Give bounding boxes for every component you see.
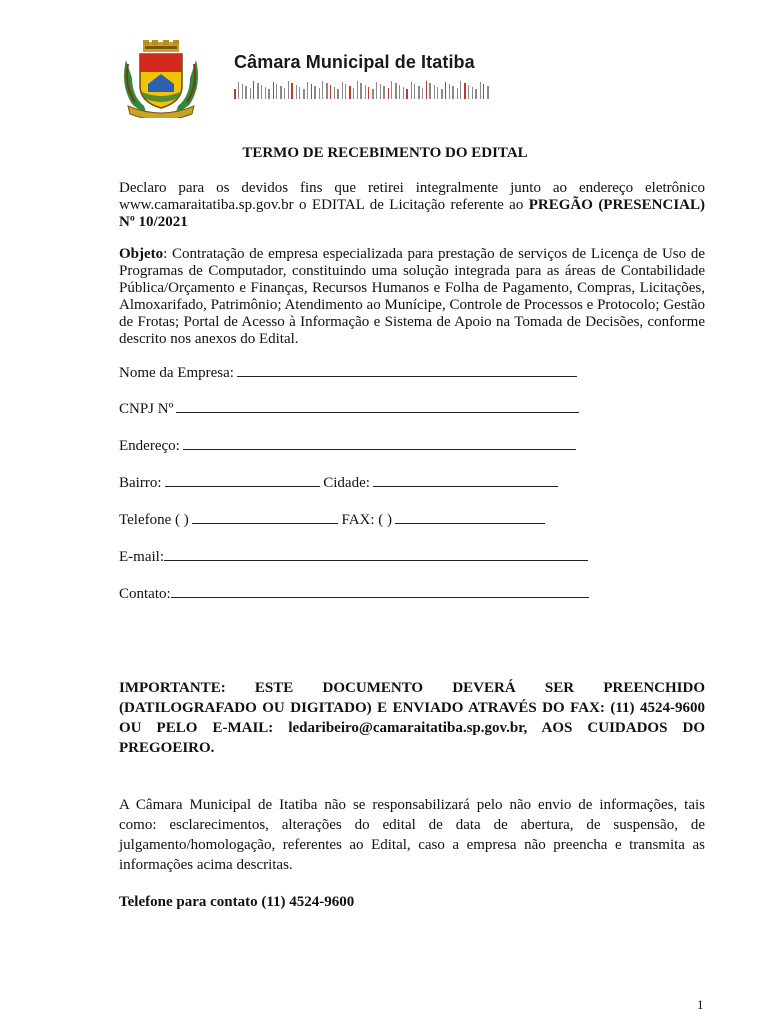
stripe	[353, 88, 354, 99]
contact-field	[119, 585, 589, 603]
address-label: Endereço:	[119, 438, 180, 454]
stripe	[464, 83, 466, 99]
document-title: TERMO DE RECEBIMENTO DO EDITAL	[242, 145, 528, 161]
objeto-label: Objeto	[119, 246, 164, 262]
objeto-paragraph	[119, 246, 705, 348]
stripe	[291, 83, 293, 99]
stripe	[245, 86, 247, 99]
stripe	[468, 85, 469, 99]
stripe	[418, 86, 420, 99]
stripe	[429, 83, 431, 99]
stripe	[383, 86, 385, 99]
neighborhood-label: Bairro:	[119, 475, 162, 491]
stripe	[403, 87, 404, 99]
stripe	[475, 89, 477, 99]
stripe	[250, 88, 251, 99]
stripe	[452, 86, 454, 99]
contact-label: Contato:	[119, 586, 171, 602]
stripe	[437, 87, 438, 99]
stripe	[380, 84, 381, 99]
stripe	[357, 81, 358, 99]
stripe	[422, 88, 423, 99]
stripe	[345, 84, 346, 99]
phone-input[interactable]	[192, 511, 338, 524]
company-name-field	[119, 364, 577, 382]
stripe	[322, 81, 323, 99]
stripe	[280, 86, 282, 99]
stripe	[268, 89, 270, 99]
coat-of-arms-icon	[118, 40, 204, 118]
stripe	[330, 85, 331, 99]
fax-input[interactable]	[395, 511, 545, 524]
stripe	[288, 81, 289, 99]
contact-input[interactable]	[171, 585, 589, 598]
stripe	[395, 83, 397, 99]
stripe	[399, 85, 400, 99]
stripe	[360, 83, 362, 99]
email-field	[119, 548, 588, 566]
stripe	[261, 85, 262, 99]
stripe	[273, 82, 274, 99]
declaration-bid-reference: PREGÃO (PRESENCIAL) Nº 10/2021	[119, 197, 705, 230]
stripe	[326, 83, 328, 99]
email-label: E-mail:	[119, 549, 164, 565]
address-field	[119, 437, 576, 455]
cnpj-field	[119, 400, 579, 418]
email-input[interactable]	[164, 548, 588, 561]
cnpj-input[interactable]	[176, 400, 579, 413]
stripe	[472, 87, 473, 99]
disclaimer-paragraph: A Câmara Municipal de Itatiba não se responsabilizará pelo não envio de informações, tais como: esclarecimentos, alterações do edital de data de abertura, de suspensão, de julgamento/homologação, referentes ao Edital, caso a empresa não preencha e transmita as informações acima descritas.	[119, 797, 705, 873]
declaration-paragraph	[119, 180, 705, 231]
stripe	[334, 87, 335, 99]
stripe	[265, 87, 266, 99]
stripe	[349, 86, 351, 99]
stripe	[303, 89, 305, 99]
stripe	[426, 81, 427, 99]
phone-fax-field	[119, 511, 545, 529]
stripe	[406, 89, 408, 99]
stripe	[238, 82, 239, 99]
stripe	[342, 82, 343, 99]
stripe	[372, 89, 374, 99]
stripe	[234, 89, 236, 99]
stripe	[365, 85, 366, 99]
stripe	[449, 84, 450, 99]
stripe	[376, 82, 377, 99]
declaration-text: Declaro para os devidos fins que retirei integralmente junto ao endereço eletrônico www.camaraitatiba.sp.gov.br o EDITAL de Licitação referente ao	[119, 180, 705, 213]
neighborhood-city-field	[119, 474, 558, 492]
company-name-input[interactable]	[237, 364, 577, 377]
stripe	[487, 86, 489, 99]
stripe	[284, 88, 285, 99]
cnpj-label: CNPJ Nº	[119, 401, 174, 417]
stripe	[391, 81, 392, 99]
stripe	[337, 89, 339, 99]
stripe	[311, 84, 312, 99]
stripe	[253, 81, 254, 99]
stripe	[457, 88, 458, 99]
page-number: 1	[697, 997, 704, 1012]
stripe	[242, 84, 243, 99]
stripe	[414, 84, 415, 99]
stripe	[388, 88, 389, 99]
decorative-stripes	[234, 77, 492, 99]
neighborhood-input[interactable]	[165, 474, 320, 487]
stripe	[368, 87, 369, 99]
fax-label: FAX: ( )	[341, 512, 393, 528]
phone-label: Telefone ( )	[119, 512, 189, 528]
stripe	[307, 82, 308, 99]
stripe	[299, 87, 300, 99]
stripe	[445, 82, 446, 99]
stripe	[411, 82, 412, 99]
stripe	[296, 85, 297, 99]
stripe	[460, 81, 461, 99]
important-notice: IMPORTANTE: ESTE DOCUMENTO DEVERÁ SER PREENCHIDO (DATILOGRAFADO OU DIGITADO) E ENVIADO ATRAVÉS DO FAX: (11) 4524-9600 OU PELO E-MAIL: ledaribeiro@camaraitatiba.sp.gov.br, AOS CUIDADOS DO PREGOEIRO.	[119, 680, 705, 756]
stripe	[314, 86, 316, 99]
address-input[interactable]	[183, 437, 576, 450]
org-name: Câmara Municipal de Itatiba	[234, 52, 475, 72]
city-input[interactable]	[373, 474, 558, 487]
company-name-label: Nome da Empresa:	[119, 365, 234, 381]
stripe	[483, 84, 484, 99]
objeto-text: : Contratação de empresa especializada para prestação de serviços de Licença de Uso de Programas de Computador, constituindo uma solução integrada para as áreas de Contabilidade Pública/Orçamento e Finanças, Recursos Humanos e Folha de Pagamento, Compras, Licitações, Almoxarifado, Patrimônio; Atendimento ao Munícipe, Controle de Processos e Protocolo; Gestão de Frotas; Portal de Acesso à Informação e Sistema de Apoio na Tomada de Decisões, conforme descrito nos anexos do Edital.	[119, 246, 705, 347]
stripe	[319, 88, 320, 99]
stripe	[257, 83, 259, 99]
stripe	[276, 84, 277, 99]
stripe	[441, 89, 443, 99]
contact-phone: Telefone para contato (11) 4524-9600	[119, 894, 355, 910]
city-label: Cidade:	[323, 475, 370, 491]
stripe	[480, 82, 481, 99]
stripe	[434, 85, 435, 99]
